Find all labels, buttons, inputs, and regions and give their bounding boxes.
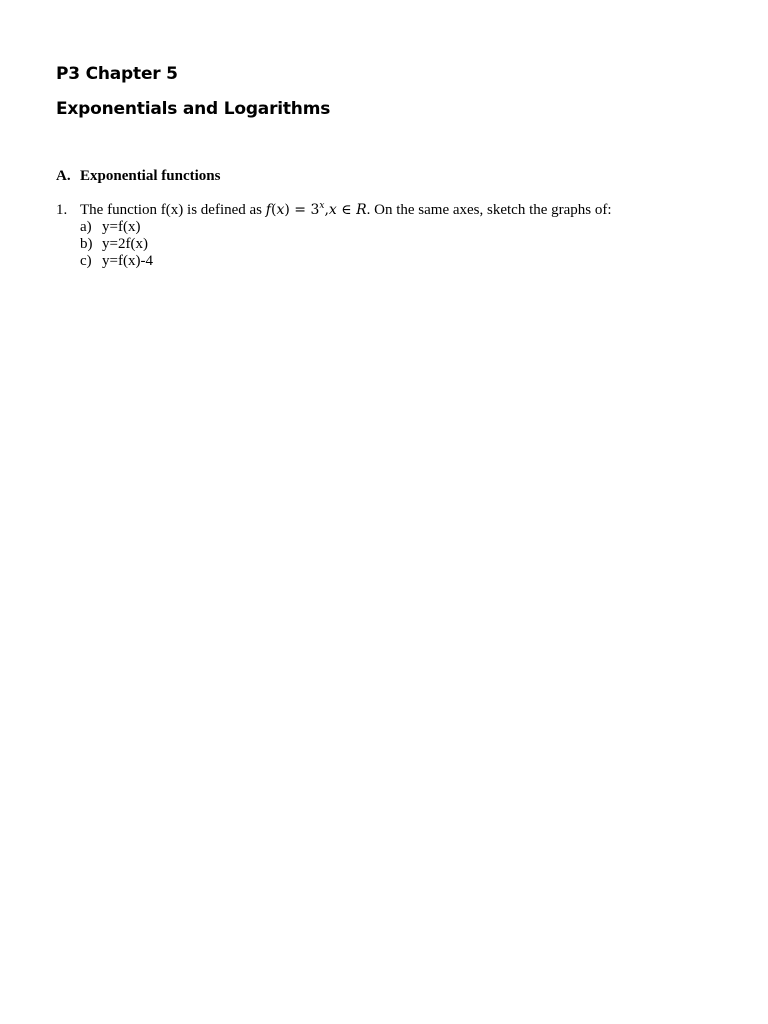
formula-equals: = bbox=[289, 202, 311, 218]
question-text-after: . On the same axes, sketch the graphs of: bbox=[366, 202, 612, 218]
section-letter: A. bbox=[56, 168, 71, 184]
subpart-label: a) bbox=[80, 219, 92, 235]
subpart-label: b) bbox=[80, 236, 93, 252]
subpart-a bbox=[80, 219, 153, 236]
subpart-b bbox=[80, 236, 153, 253]
question-1 bbox=[56, 202, 612, 219]
question-subparts bbox=[80, 219, 153, 270]
chapter-subtitle: Exponentials and Logarithms bbox=[56, 99, 331, 119]
chapter-title: P3 Chapter 5 bbox=[56, 64, 178, 84]
formula-rparen: ) bbox=[284, 202, 290, 218]
formula-domain-x: x bbox=[328, 202, 337, 218]
question-text-before: The function f(x) is defined as bbox=[80, 202, 266, 218]
subpart-text: y=f(x)-4 bbox=[102, 253, 153, 269]
formula-element-of: ∈ bbox=[336, 202, 357, 218]
section-heading bbox=[56, 168, 220, 185]
subpart-c bbox=[80, 253, 153, 270]
function-formula bbox=[266, 202, 367, 218]
formula-f: f bbox=[265, 202, 271, 218]
formula-lparen: ( bbox=[270, 202, 277, 218]
formula-set-r: R bbox=[356, 202, 367, 218]
question-number: 1. bbox=[56, 202, 68, 218]
formula-comma: , bbox=[324, 202, 329, 218]
section-title: Exponential functions bbox=[80, 168, 221, 184]
subpart-text: y=2f(x) bbox=[102, 236, 148, 252]
formula-exponent: x bbox=[319, 201, 325, 211]
subpart-label: c) bbox=[80, 253, 92, 269]
formula-x: x bbox=[276, 202, 285, 218]
subpart-text: y=f(x) bbox=[102, 219, 141, 235]
formula-base: 3 bbox=[310, 202, 320, 218]
